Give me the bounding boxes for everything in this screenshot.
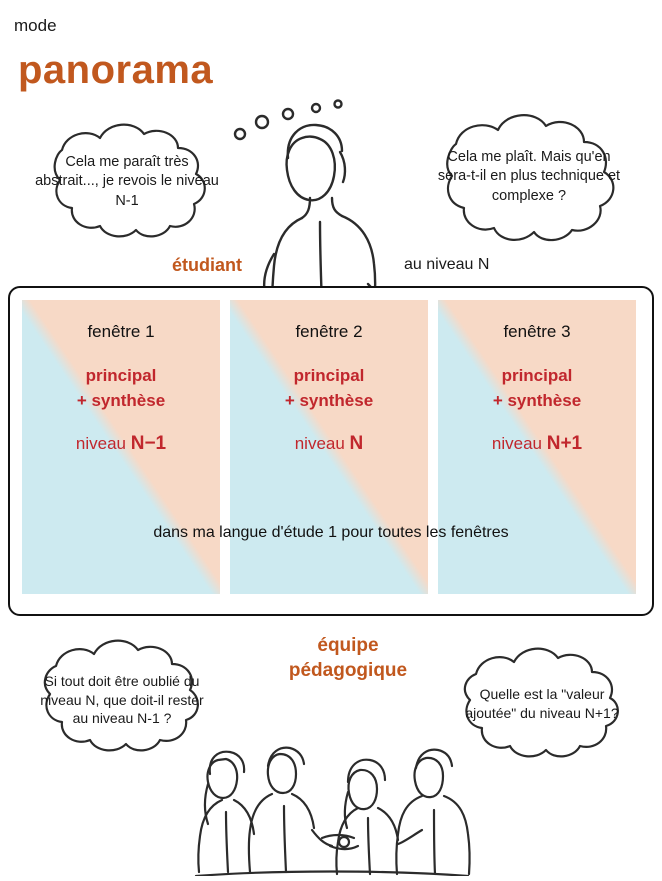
window-card-3[interactable] [438,300,636,594]
window-content-line2: + synthèse [492,390,582,410]
windows-panel [8,286,654,616]
mode-label: mode [14,16,57,35]
window-content-line2: + synthèse [284,390,374,410]
window-level [438,433,636,455]
panel-footnote: dans ma langue d'étude 1 pour toutes les fenêtres [153,524,509,541]
role-label-student-level: au niveau N [404,256,490,273]
window-content-line1: principal [85,366,157,385]
thought-bubble-team-left [22,636,222,764]
windows-row [22,300,640,594]
window-level-prefix: niveau [75,434,131,454]
window-content [22,364,220,413]
window-content [438,364,636,413]
window-level-prefix: niveau [491,434,547,454]
window-title: fenêtre 3 [503,322,571,341]
window-content-line1: principal [293,366,365,385]
role-label-team-line1: équipe [317,635,379,656]
window-level-prefix: niveau [294,434,350,454]
window-title: fenêtre 1 [87,322,155,341]
window-card-2[interactable] [230,300,428,594]
thought-bubble-student-right-text: Cela me plaît. Mais qu'en sera-t-il en plus technique et complexe ? [437,148,621,204]
window-level-value: N [349,433,364,455]
page-title: panorama [18,48,214,92]
window-content-line2: + synthèse [76,390,166,410]
thought-bubble-team-right-text: Quelle est la "valeur ajoutée" du niveau N+1? [465,686,619,721]
thought-bubble-student-right [420,112,638,242]
role-label-team-line2: pédagogique [288,659,408,681]
thought-bubble-team-left-text: Si tout doit être oublié du niveau N, que doit-il rester au niveau N-1 ? [40,672,204,727]
thought-bubble-student-left-text: Cela me paraît très abstrait..., je revois le niveau N-1 [35,153,219,209]
thought-bubble-team-right [444,644,640,764]
role-label-team [258,634,438,683]
window-level [22,433,220,455]
window-title: fenêtre 2 [295,322,363,341]
window-content-line1: principal [501,366,573,385]
student-thinking-illustration [228,86,428,311]
window-level-value: N−1 [130,433,167,455]
window-content [230,364,428,413]
role-label-student: étudiant [172,255,242,275]
thought-bubble-student-left [22,122,232,242]
window-card-1[interactable] [22,300,220,594]
window-level [230,433,428,455]
window-level-value: N+1 [546,433,583,455]
